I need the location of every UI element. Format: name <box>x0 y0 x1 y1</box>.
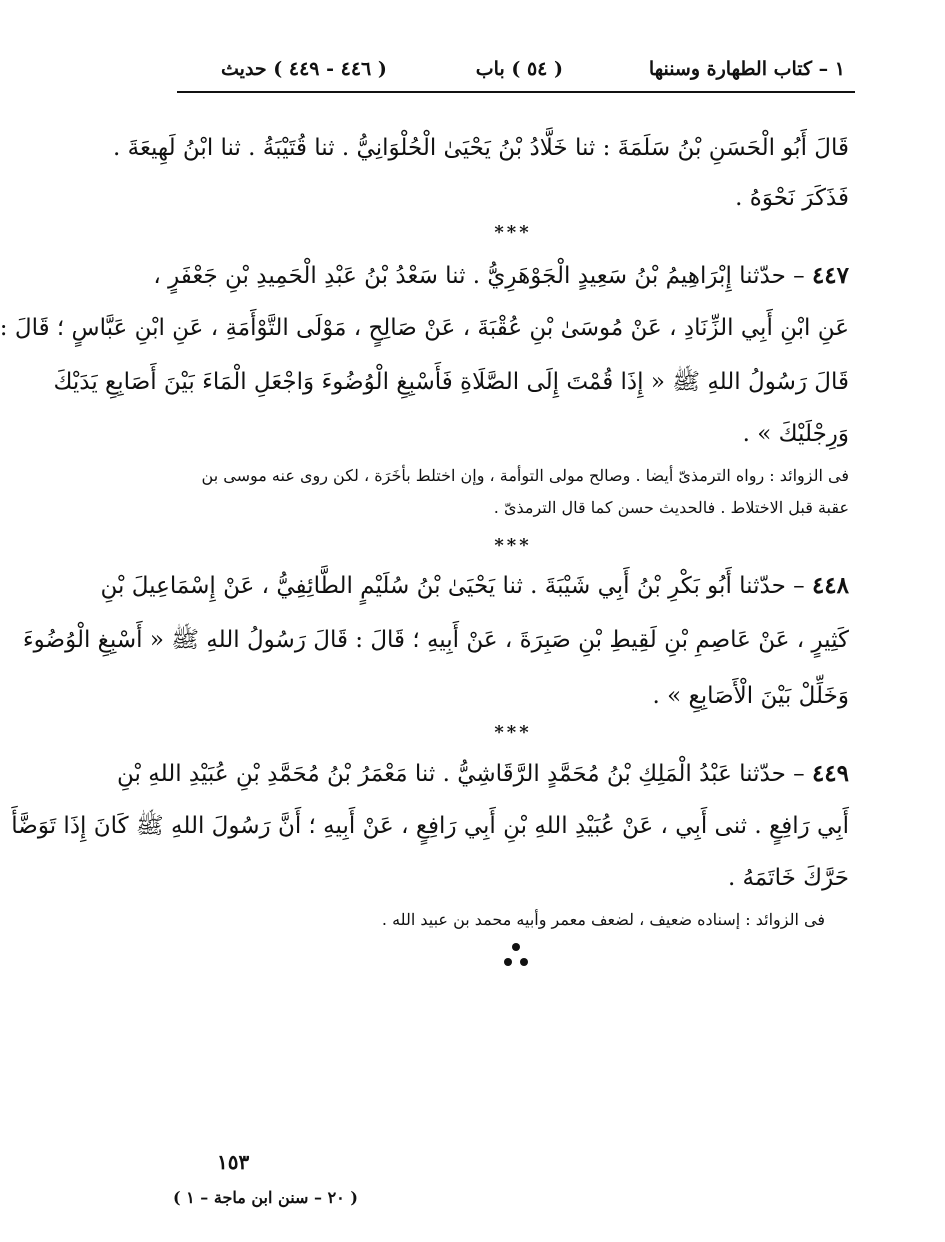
hadith-449-line-2: أَبِي رَافِعٍ . ثنى أَبِي ، عَنْ عُبَيْدِ اللهِ بْنِ أَبِي رَافِعٍ ، عَنْ أَبِيهِ ؛ أَنَّ رَسُولَ اللهِ ﷺ كَانَ إِذَا تَوَضَّأَ <box>11 813 849 839</box>
end-ornament-icon <box>496 940 536 976</box>
page-number: ١٥٣ <box>217 1150 250 1174</box>
header-book-title: ١ – كتاب الطهارة وسننها <box>648 58 845 80</box>
hadith-449-line-3: حَرَّكَ خَاتَمَهُ . <box>727 865 849 891</box>
hadith-447-line-4: وَرِجْلَيْكَ » . <box>742 421 849 447</box>
hadith-448-number: ٤٤٨ <box>811 572 849 599</box>
hadith-449-number: ٤٤٩ <box>811 760 849 787</box>
header-rule <box>177 91 855 93</box>
footer-source: ( ٢٠ – سنن ابن ماجة – ١ ) <box>173 1188 358 1207</box>
hadith-448-line-3: وَخَلِّلْ بَيْنَ الْأَصَابِعِ » . <box>652 683 849 709</box>
separator-stars-2: *** <box>494 535 532 556</box>
intro-line-2: فَذَكَرَ نَحْوَهُ . <box>735 185 849 211</box>
hadith-449-line-1 <box>117 754 849 796</box>
hadith-449-note-1: فى الزوائد : إسناده ضعيف ، لضعف معمر وأبيه محمد بن عبيد الله . <box>381 910 825 929</box>
hadith-447-note-2: عقبة قبل الاختلاط . فالحديث حسن كما قال الترمذىّ . <box>493 498 849 517</box>
hadith-447-number: ٤٤٧ <box>811 262 849 289</box>
header-chapter: ( ٥٤ ) باب <box>475 58 563 80</box>
hadith-448-line-1 <box>100 566 849 608</box>
separator-stars-3: *** <box>494 722 532 743</box>
hadith-447-line-2: عَنِ ابْنِ أَبِي الزِّنَادِ ، عَنْ مُوسَىٰ بْنِ عُقْبَةَ ، عَنْ صَالِحٍ ، مَوْلَى التَّوْأَمَةِ ، عَنِ ابْنِ عَبَّاسٍ ؛ قَالَ : <box>0 315 849 341</box>
running-header <box>181 54 845 88</box>
hadith-448-line-2: كَثِيرٍ ، عَنْ عَاصِمِ بْنِ لَقِيطِ بْنِ صَبِرَةَ ، عَنْ أَبِيهِ ؛ قَالَ : قَالَ رَسُولُ اللهِ ﷺ « أَسْبِغِ الْوُضُوءَ <box>22 627 849 653</box>
hadith-449-line-1-text: – حدّثنا عَبْدُ الْمَلِكِ بْنُ مُحَمَّدٍ الرَّقَاشِيُّ . ثنا مَعْمَرُ بْنُ مُحَمَّدِ بْنِ عُبَيْدِ اللهِ بْنِ <box>117 761 805 787</box>
intro-line-1: قَالَ أَبُو الْحَسَنِ بْنُ سَلَمَةَ : ثنا خَلَّادُ بْنُ يَحْيَىٰ الْحُلْوَانِيُّ . ثنا قُتَيْبَةُ . ثنا ابْنُ لَهِيعَةَ . <box>113 135 849 161</box>
hadith-447-line-1-text: – حدّثنا إِبْرَاهِيمُ بْنُ سَعِيدٍ الْجَوْهَرِيُّ . ثنا سَعْدُ بْنُ عَبْدِ الْحَمِيدِ بْنِ جَعْفَرٍ ، <box>153 263 805 289</box>
separator-stars-1: *** <box>494 222 532 243</box>
hadith-447-note-1: فى الزوائد : رواه الترمذىّ أيضا . وصالح مولى التوأمة ، وإن اختلط بأخَرَة ، لكن روى عنه موسى بن <box>201 466 849 485</box>
hadith-447-line-1 <box>153 256 849 298</box>
hadith-448-line-1-text: – حدّثنا أَبُو بَكْرِ بْنُ أَبِي شَيْبَةَ . ثنا يَحْيَىٰ بْنُ سُلَيْمٍ الطَّائِفِيُّ ، عَنْ إِسْمَاعِيلَ بْنِ <box>100 573 805 599</box>
hadith-447-line-3: قَالَ رَسُولُ اللهِ ﷺ « إِذَا قُمْتَ إِلَى الصَّلَاةِ فَأَسْبِغِ الْوُضُوءَ وَاجْعَلِ الْمَاءَ بَيْنَ أَصَابِعِ يَدَيْكَ <box>53 369 849 395</box>
header-hadith-range: ( ٤٤٦ - ٤٤٩ ) حديث <box>221 58 387 80</box>
